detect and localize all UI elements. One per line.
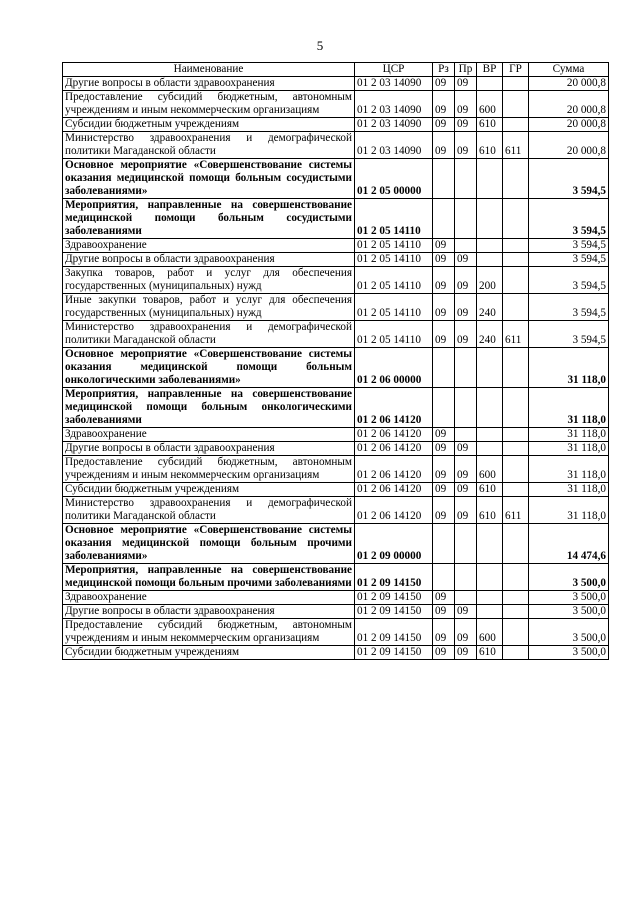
row-csr: 01 2 06 14120: [355, 428, 433, 442]
row-csr: 01 2 05 14110: [355, 199, 433, 239]
table-row: [63, 605, 609, 619]
row-vr: [477, 77, 503, 91]
table-row: [63, 348, 609, 388]
row-sum: 3 594,5: [529, 253, 609, 267]
table-row: [63, 267, 609, 294]
row-csr: 01 2 05 14110: [355, 253, 433, 267]
table-row: [63, 159, 609, 199]
row-rz: [433, 564, 455, 591]
row-name: Другие вопросы в области здравоохранения: [63, 605, 355, 619]
table-row: [63, 91, 609, 118]
row-name: Мероприятия, направленные на совершенствование медицинской помощи больным онкологическими заболеваниями: [63, 388, 355, 428]
row-rz: 09: [433, 77, 455, 91]
row-sum: 3 500,0: [529, 619, 609, 646]
row-rz: 09: [433, 321, 455, 348]
row-gr: [503, 348, 529, 388]
row-name: Субсидии бюджетным учреждениям: [63, 118, 355, 132]
row-vr: 610: [477, 483, 503, 497]
row-name: Здравоохранение: [63, 428, 355, 442]
header-vr: ВР: [477, 63, 503, 77]
table-row: [63, 199, 609, 239]
header-gr: ГР: [503, 63, 529, 77]
row-rz: [433, 524, 455, 564]
row-gr: 611: [503, 132, 529, 159]
row-pr: [455, 564, 477, 591]
row-pr: 09: [455, 456, 477, 483]
row-sum: 20 000,8: [529, 118, 609, 132]
row-vr: 610: [477, 132, 503, 159]
row-vr: 240: [477, 294, 503, 321]
row-gr: [503, 91, 529, 118]
row-pr: 09: [455, 321, 477, 348]
row-gr: [503, 199, 529, 239]
header-rz: Рз: [433, 63, 455, 77]
row-pr: [455, 239, 477, 253]
row-gr: [503, 159, 529, 199]
row-sum: 3 500,0: [529, 646, 609, 660]
row-pr: 09: [455, 294, 477, 321]
row-csr: 01 2 06 14120: [355, 456, 433, 483]
row-pr: 09: [455, 132, 477, 159]
row-pr: [455, 159, 477, 199]
row-csr: 01 2 05 00000: [355, 159, 433, 199]
row-vr: [477, 524, 503, 564]
row-gr: 611: [503, 497, 529, 524]
header-sum: Сумма: [529, 63, 609, 77]
row-gr: [503, 591, 529, 605]
row-gr: [503, 77, 529, 91]
row-csr: 01 2 09 00000: [355, 524, 433, 564]
row-csr: 01 2 03 14090: [355, 77, 433, 91]
row-vr: 200: [477, 267, 503, 294]
row-gr: [503, 524, 529, 564]
row-csr: 01 2 03 14090: [355, 91, 433, 118]
table-row: [63, 77, 609, 91]
row-vr: 610: [477, 497, 503, 524]
row-csr: 01 2 06 14120: [355, 483, 433, 497]
row-sum: 3 500,0: [529, 591, 609, 605]
row-vr: 610: [477, 646, 503, 660]
row-vr: [477, 253, 503, 267]
row-csr: 01 2 09 14150: [355, 646, 433, 660]
row-sum: 3 500,0: [529, 605, 609, 619]
row-pr: 09: [455, 77, 477, 91]
row-gr: [503, 442, 529, 456]
row-gr: [503, 253, 529, 267]
row-name: Основное мероприятие «Совершенствование системы оказания медицинской помощи больным онкологическими заболеваниями»: [63, 348, 355, 388]
row-gr: [503, 267, 529, 294]
row-csr: 01 2 03 14090: [355, 132, 433, 159]
row-pr: 09: [455, 442, 477, 456]
row-rz: 09: [433, 253, 455, 267]
header-csr: ЦСР: [355, 63, 433, 77]
row-gr: [503, 118, 529, 132]
row-vr: [477, 388, 503, 428]
row-pr: [455, 348, 477, 388]
header-name: Наименование: [63, 63, 355, 77]
row-vr: [477, 442, 503, 456]
row-csr: 01 2 06 14120: [355, 442, 433, 456]
row-pr: [455, 388, 477, 428]
table-row: [63, 239, 609, 253]
table-header-row: [63, 63, 609, 77]
row-csr: 01 2 05 14110: [355, 294, 433, 321]
row-rz: 09: [433, 132, 455, 159]
row-name: Предоставление субсидий бюджетным, автономным учреждениям и иным некоммерческим организациям: [63, 91, 355, 118]
row-vr: 600: [477, 456, 503, 483]
row-name: Здравоохранение: [63, 591, 355, 605]
row-rz: 09: [433, 591, 455, 605]
row-name: Другие вопросы в области здравоохранения: [63, 77, 355, 91]
row-rz: 09: [433, 91, 455, 118]
table-row: [63, 388, 609, 428]
row-vr: [477, 239, 503, 253]
row-vr: 600: [477, 619, 503, 646]
table-row: [63, 118, 609, 132]
row-name: Основное мероприятие «Совершенствование системы оказания медицинской помощи больным прочими заболеваниями»: [63, 524, 355, 564]
row-rz: [433, 199, 455, 239]
row-name: Субсидии бюджетным учреждениям: [63, 483, 355, 497]
row-name: Министерство здравоохранения и демографической политики Магаданской области: [63, 132, 355, 159]
row-sum: 3 594,5: [529, 321, 609, 348]
row-rz: 09: [433, 442, 455, 456]
row-gr: [503, 294, 529, 321]
row-name: Мероприятия, направленные на совершенствование медицинской помощи больным сосудистыми заболеваниями: [63, 199, 355, 239]
row-sum: 31 118,0: [529, 442, 609, 456]
row-vr: [477, 591, 503, 605]
table-row: [63, 442, 609, 456]
row-name: Здравоохранение: [63, 239, 355, 253]
table-row: [63, 524, 609, 564]
table-row: [63, 428, 609, 442]
row-vr: [477, 159, 503, 199]
row-pr: 09: [455, 619, 477, 646]
row-gr: [503, 456, 529, 483]
row-pr: [455, 591, 477, 605]
table-row: [63, 619, 609, 646]
row-gr: [503, 646, 529, 660]
row-pr: [455, 524, 477, 564]
row-rz: [433, 388, 455, 428]
row-vr: [477, 564, 503, 591]
row-rz: 09: [433, 497, 455, 524]
row-name: Предоставление субсидий бюджетным, автономным учреждениям и иным некоммерческим организациям: [63, 619, 355, 646]
table-row: [63, 483, 609, 497]
table-row: [63, 253, 609, 267]
row-rz: 09: [433, 619, 455, 646]
row-pr: 09: [455, 646, 477, 660]
row-gr: 611: [503, 321, 529, 348]
row-csr: 01 2 09 14150: [355, 605, 433, 619]
row-sum: 20 000,8: [529, 132, 609, 159]
row-rz: 09: [433, 456, 455, 483]
row-sum: 3 594,5: [529, 159, 609, 199]
table-row: [63, 564, 609, 591]
row-name: Иные закупки товаров, работ и услуг для обеспечения государственных (муниципальных) нужд: [63, 294, 355, 321]
row-pr: [455, 428, 477, 442]
row-sum: 31 118,0: [529, 483, 609, 497]
page-number: 5: [316, 38, 324, 53]
row-gr: [503, 388, 529, 428]
row-csr: 01 2 06 14120: [355, 497, 433, 524]
row-sum: 31 118,0: [529, 456, 609, 483]
row-vr: [477, 199, 503, 239]
table-row: [63, 132, 609, 159]
row-rz: 09: [433, 483, 455, 497]
row-rz: 09: [433, 646, 455, 660]
budget-table: [62, 62, 609, 660]
row-gr: [503, 619, 529, 646]
row-gr: [503, 483, 529, 497]
row-name: Другие вопросы в области здравоохранения: [63, 442, 355, 456]
row-name: Закупка товаров, работ и услуг для обеспечения государственных (муниципальных) нужд: [63, 267, 355, 294]
row-rz: 09: [433, 605, 455, 619]
row-pr: 09: [455, 91, 477, 118]
row-sum: 3 594,5: [529, 199, 609, 239]
row-name: Субсидии бюджетным учреждениям: [63, 646, 355, 660]
row-rz: 09: [433, 118, 455, 132]
row-vr: 240: [477, 321, 503, 348]
row-sum: 20 000,8: [529, 91, 609, 118]
row-sum: 3 500,0: [529, 564, 609, 591]
row-name: Министерство здравоохранения и демографической политики Магаданской области: [63, 321, 355, 348]
row-gr: [503, 239, 529, 253]
row-sum: 31 118,0: [529, 388, 609, 428]
row-rz: 09: [433, 239, 455, 253]
row-pr: 09: [455, 253, 477, 267]
row-name: Министерство здравоохранения и демографической политики Магаданской области: [63, 497, 355, 524]
row-csr: 01 2 06 00000: [355, 348, 433, 388]
row-sum: 31 118,0: [529, 497, 609, 524]
row-sum: 3 594,5: [529, 267, 609, 294]
row-rz: 09: [433, 428, 455, 442]
table-row: [63, 321, 609, 348]
row-name: Основное мероприятие «Совершенствование системы оказания медицинской помощи больным сосудистыми заболеваниями»: [63, 159, 355, 199]
header-pr: Пр: [455, 63, 477, 77]
row-vr: [477, 348, 503, 388]
table-row: [63, 497, 609, 524]
table-row: [63, 591, 609, 605]
row-csr: 01 2 09 14150: [355, 619, 433, 646]
row-gr: [503, 564, 529, 591]
row-sum: 14 474,6: [529, 524, 609, 564]
row-sum: 31 118,0: [529, 428, 609, 442]
row-gr: [503, 428, 529, 442]
row-pr: 09: [455, 118, 477, 132]
row-pr: 09: [455, 605, 477, 619]
row-name: Предоставление субсидий бюджетным, автономным учреждениям и иным некоммерческим организациям: [63, 456, 355, 483]
row-csr: 01 2 05 14110: [355, 239, 433, 253]
row-pr: 09: [455, 497, 477, 524]
row-pr: [455, 199, 477, 239]
row-csr: 01 2 09 14150: [355, 591, 433, 605]
row-sum: 3 594,5: [529, 294, 609, 321]
row-csr: 01 2 09 14150: [355, 564, 433, 591]
row-pr: 09: [455, 483, 477, 497]
row-vr: 610: [477, 118, 503, 132]
row-sum: 3 594,5: [529, 239, 609, 253]
row-csr: 01 2 05 14110: [355, 321, 433, 348]
row-csr: 01 2 05 14110: [355, 267, 433, 294]
table-row: [63, 646, 609, 660]
row-gr: [503, 605, 529, 619]
row-csr: 01 2 06 14120: [355, 388, 433, 428]
row-csr: 01 2 03 14090: [355, 118, 433, 132]
row-name: Мероприятия, направленные на совершенствование медицинской помощи больным прочими заболеваниями: [63, 564, 355, 591]
row-pr: 09: [455, 267, 477, 294]
row-rz: [433, 159, 455, 199]
row-rz: 09: [433, 294, 455, 321]
row-vr: 600: [477, 91, 503, 118]
row-vr: [477, 605, 503, 619]
row-rz: [433, 348, 455, 388]
row-rz: 09: [433, 267, 455, 294]
table-row: [63, 456, 609, 483]
row-sum: 31 118,0: [529, 348, 609, 388]
row-vr: [477, 428, 503, 442]
row-sum: 20 000,8: [529, 77, 609, 91]
table-row: [63, 294, 609, 321]
row-name: Другие вопросы в области здравоохранения: [63, 253, 355, 267]
